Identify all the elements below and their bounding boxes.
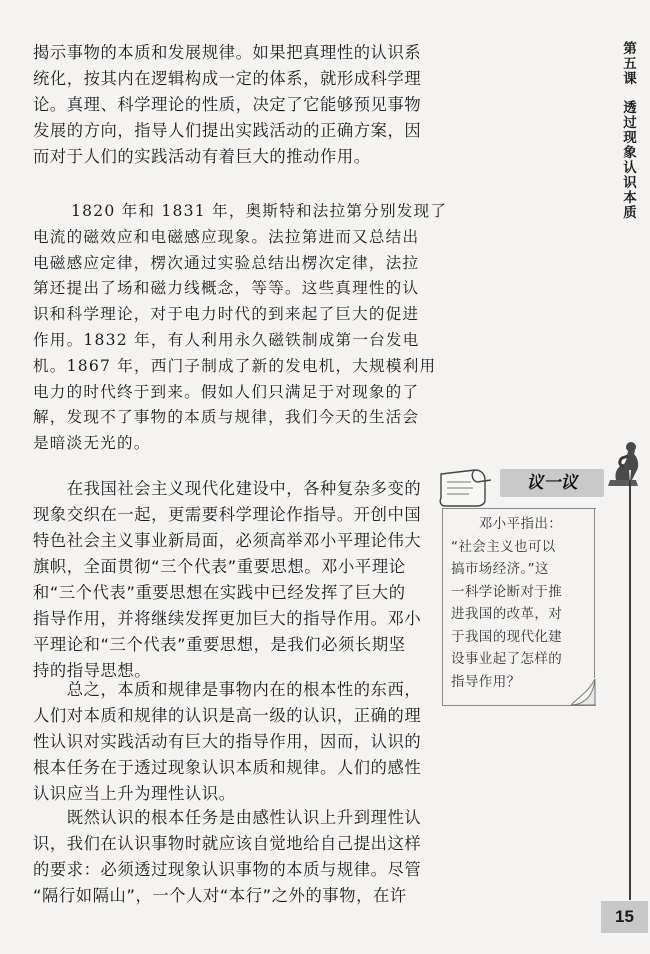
discussion-line: 搞市场经济。”这: [451, 561, 549, 577]
text-line: 电力的时代终于到来。假如人们只满足于对现象的了: [33, 382, 420, 401]
text-line: 根本任务在于透过现象认识本质和规律。人们的感性: [33, 758, 422, 777]
discussion-line: 设事业起了怎样的: [451, 651, 563, 667]
text-line: 识和科学理论，对于电力时代的到来起了巨大的促进: [33, 305, 420, 324]
discussion-line: 邓小平指出：: [451, 516, 563, 532]
text-line: 电磁感应定律，楞次通过实验总结出楞次定律，法拉: [33, 253, 420, 272]
scroll-tag-icon: [435, 466, 497, 508]
body-paragraph-3: [33, 677, 421, 807]
lesson-char: 第: [623, 41, 637, 57]
body-paragraph-4: [33, 805, 421, 909]
text-line: 统化，按其内在逻辑构成一定的体系，就形成科学理: [33, 69, 422, 88]
page-number: 15: [601, 901, 648, 933]
title-char: 过: [623, 115, 637, 131]
text-line: 作用。1832 年，有人利用永久磁铁制成第一台发电: [33, 330, 420, 349]
thinker-statue-icon: [598, 436, 644, 490]
lesson-side-title: [617, 42, 643, 221]
title-char: 透: [623, 100, 637, 116]
title-char: 识: [623, 175, 637, 191]
discussion-line: 指导作用？: [451, 673, 521, 690]
text-line: 旗帜，全面贯彻“三个代表”重要思想。邓小平理论: [33, 557, 406, 576]
text-line: 和“三个代表”重要思想在实践中已经发挥了巨大的: [33, 583, 406, 602]
text-line: “隔行如隔山”，一个人对“本行”之外的事物，在许: [33, 886, 407, 905]
discussion-text: [451, 513, 562, 693]
title-gap: [617, 87, 643, 101]
text-line: 特色社会主义事业新局面，必须高举邓小平理论伟大: [33, 531, 422, 550]
text-line: 而对于人们的实践活动有着巨大的推动作用。: [33, 147, 371, 166]
text-line: 持的指导思想。: [33, 661, 152, 680]
lesson-char: 课: [623, 71, 637, 87]
discussion-line: 于我国的现代化建: [451, 628, 563, 645]
title-char: 象: [623, 145, 637, 161]
text-line: 既然认识的根本任务是由感性认识上升到理性认: [33, 808, 422, 827]
text-line: 发展的方向，指导人们提出实践活动的正确方案，因: [33, 121, 422, 140]
margin-rail: [629, 480, 631, 900]
text-line: 揭示事物的本质和发展规律。如果把真理性的认识系: [33, 43, 422, 62]
text-line: 现象交织在一起，更需要科学理论作指导。开创中国: [33, 505, 422, 524]
example-paragraph: [33, 199, 447, 457]
lesson-char: 五: [623, 56, 637, 72]
text-line: 是暗淡无光的。: [33, 434, 151, 453]
text-line: 识，我们在认识事物时就应该自觉地给自己提出这样: [33, 834, 422, 853]
discussion-box-edge: [594, 508, 595, 678]
text-line: 指导作用，并将继续发挥更加巨大的指导作用。邓小: [33, 609, 422, 628]
text-line: 在我国社会主义现代化建设中，各种复杂多变的: [33, 479, 422, 498]
discussion-line: 进我国的改革，对: [451, 606, 563, 622]
text-line: 论。真理、科学理论的性质，决定了它能够预见事物: [33, 95, 422, 114]
text-line: 解，发现不了事物的本质与规律，我们今天的生活会: [33, 408, 420, 427]
title-char: 本: [623, 190, 637, 206]
text-line: 认识应当上升为理性认识。: [33, 784, 236, 803]
body-paragraph-1: [33, 40, 421, 170]
text-line: 的要求：必须透过现象认识事物的本质与规律。尽管: [33, 860, 422, 879]
title-char: 认: [623, 160, 637, 176]
page-curl-icon: [567, 675, 603, 709]
discussion-line: “社会主义也可以: [451, 538, 556, 555]
text-line: 总之，本质和规律是事物内在的根本性的东西，: [33, 680, 422, 699]
text-line: 电流的磁效应和电磁感应现象。法拉第进而又总结出: [33, 227, 420, 246]
text-line: 1820 年和 1831 年，奥斯特和法拉第分别发现了: [71, 202, 448, 220]
text-line: 性认识对实践活动有巨大的指导作用，因而，认识的: [33, 732, 422, 751]
title-char: 现: [623, 130, 637, 146]
title-char: 质: [623, 205, 637, 221]
text-line: 平理论和“三个代表”重要思想，是我们必须长期坚: [33, 635, 406, 654]
body-paragraph-2: [33, 476, 421, 684]
text-line: 机。1867 年，西门子制成了新的发电机，大规模利用: [33, 356, 437, 375]
text-line: 人们对本质和规律的认识是高一级的认识，正确的理: [33, 706, 422, 725]
discussion-header: 议一议: [500, 469, 604, 497]
text-line: 第还提出了场和磁力线概念，等等。这些真理性的认: [33, 279, 420, 298]
discussion-line: 一科学论断对于推: [451, 583, 563, 600]
